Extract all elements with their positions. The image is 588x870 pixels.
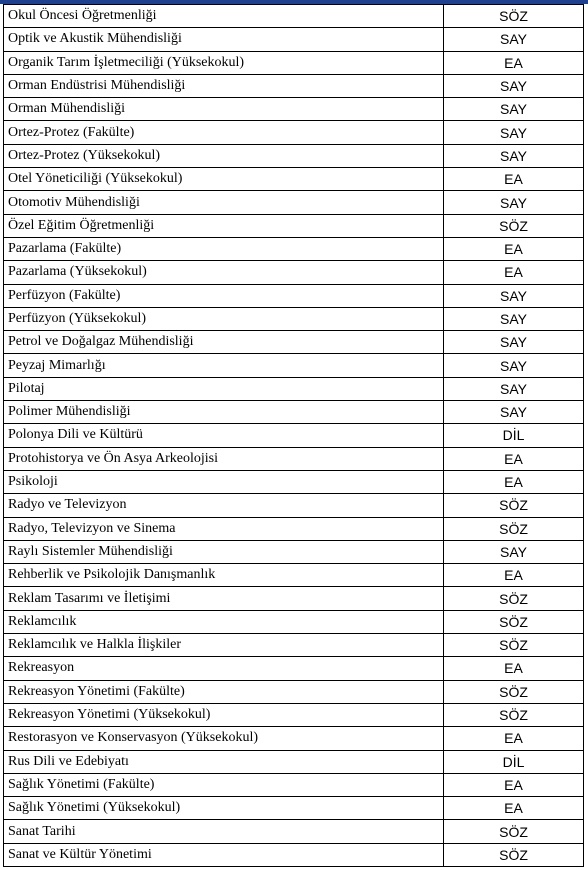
program-name-cell: Perfüzyon (Fakülte) — [4, 284, 444, 307]
program-name-cell: Sanat ve Kültür Yönetimi — [4, 843, 444, 866]
table-row — [4, 843, 584, 866]
table-row — [4, 773, 584, 796]
program-name-cell: Radyo ve Televizyon — [4, 494, 444, 517]
program-name-cell: Sanat Tarihi — [4, 820, 444, 843]
table-row — [4, 447, 584, 470]
score-type-cell: EA — [444, 657, 584, 680]
score-type-cell: EA — [444, 470, 584, 493]
score-type-cell: SÖZ — [444, 214, 584, 237]
program-table — [3, 4, 584, 867]
table-row — [4, 401, 584, 424]
score-type-cell: EA — [444, 168, 584, 191]
table-row — [4, 797, 584, 820]
score-type-cell: SAY — [444, 354, 584, 377]
program-name-cell: Ortez-Protez (Fakülte) — [4, 121, 444, 144]
program-score-type-sheet — [3, 4, 583, 867]
table-row — [4, 354, 584, 377]
table-row — [4, 634, 584, 657]
score-type-cell: SAY — [444, 144, 584, 167]
score-type-cell: SÖZ — [444, 610, 584, 633]
table-row — [4, 377, 584, 400]
score-type-cell: EA — [444, 773, 584, 796]
program-name-cell: Pazarlama (Fakülte) — [4, 237, 444, 260]
table-row — [4, 517, 584, 540]
score-type-cell: SAY — [444, 331, 584, 354]
score-type-cell: DİL — [444, 424, 584, 447]
table-row — [4, 703, 584, 726]
program-name-cell: Perfüzyon (Yüksekokul) — [4, 307, 444, 330]
program-name-cell: Sağlık Yönetimi (Yüksekokul) — [4, 797, 444, 820]
score-type-cell: SAY — [444, 284, 584, 307]
table-row — [4, 51, 584, 74]
score-type-cell: SÖZ — [444, 843, 584, 866]
program-table-body — [4, 5, 584, 867]
program-name-cell: Restorasyon ve Konservasyon (Yüksekokul) — [4, 727, 444, 750]
program-name-cell: Optik ve Akustik Mühendisliği — [4, 28, 444, 51]
score-type-cell: EA — [444, 564, 584, 587]
table-row — [4, 5, 584, 28]
table-row — [4, 237, 584, 260]
program-name-cell: Otel Yöneticiliği (Yüksekokul) — [4, 168, 444, 191]
program-name-cell: Protohistorya ve Ön Asya Arkeolojisi — [4, 447, 444, 470]
table-row — [4, 191, 584, 214]
score-type-cell: EA — [444, 261, 584, 284]
score-type-cell: EA — [444, 727, 584, 750]
program-name-cell: Rekreasyon — [4, 657, 444, 680]
program-name-cell: Petrol ve Doğalgaz Mühendisliği — [4, 331, 444, 354]
program-name-cell: Psikoloji — [4, 470, 444, 493]
score-type-cell: EA — [444, 237, 584, 260]
table-row — [4, 750, 584, 773]
score-type-cell: EA — [444, 797, 584, 820]
table-row — [4, 494, 584, 517]
table-row — [4, 284, 584, 307]
table-row — [4, 74, 584, 97]
program-name-cell: Polonya Dili ve Kültürü — [4, 424, 444, 447]
table-row — [4, 307, 584, 330]
program-name-cell: Orman Endüstrisi Mühendisliği — [4, 74, 444, 97]
program-name-cell: Ortez-Protez (Yüksekokul) — [4, 144, 444, 167]
table-row — [4, 331, 584, 354]
program-name-cell: Rekreasyon Yönetimi (Fakülte) — [4, 680, 444, 703]
table-row — [4, 98, 584, 121]
table-row — [4, 610, 584, 633]
table-row — [4, 657, 584, 680]
table-row — [4, 727, 584, 750]
table-row — [4, 214, 584, 237]
score-type-cell: SAY — [444, 74, 584, 97]
score-type-cell: SÖZ — [444, 680, 584, 703]
score-type-cell: SÖZ — [444, 587, 584, 610]
table-row — [4, 540, 584, 563]
program-name-cell: Otomotiv Mühendisliği — [4, 191, 444, 214]
table-row — [4, 424, 584, 447]
table-row — [4, 564, 584, 587]
score-type-cell: SÖZ — [444, 517, 584, 540]
program-name-cell: Peyzaj Mimarlığı — [4, 354, 444, 377]
score-type-cell: SAY — [444, 98, 584, 121]
table-row — [4, 261, 584, 284]
score-type-cell: SÖZ — [444, 5, 584, 28]
program-name-cell: Okul Öncesi Öğretmenliği — [4, 5, 444, 28]
program-name-cell: Reklamcılık — [4, 610, 444, 633]
score-type-cell: SAY — [444, 401, 584, 424]
table-row — [4, 168, 584, 191]
score-type-cell: EA — [444, 51, 584, 74]
table-row — [4, 28, 584, 51]
score-type-cell: SAY — [444, 191, 584, 214]
score-type-cell: SAY — [444, 121, 584, 144]
program-name-cell: Orman Mühendisliği — [4, 98, 444, 121]
table-row — [4, 121, 584, 144]
table-row — [4, 587, 584, 610]
table-row — [4, 820, 584, 843]
score-type-cell: EA — [444, 447, 584, 470]
program-name-cell: Sağlık Yönetimi (Fakülte) — [4, 773, 444, 796]
program-name-cell: Radyo, Televizyon ve Sinema — [4, 517, 444, 540]
score-type-cell: SAY — [444, 540, 584, 563]
score-type-cell: SÖZ — [444, 820, 584, 843]
score-type-cell: SÖZ — [444, 703, 584, 726]
score-type-cell: SÖZ — [444, 494, 584, 517]
program-name-cell: Rus Dili ve Edebiyatı — [4, 750, 444, 773]
program-name-cell: Raylı Sistemler Mühendisliği — [4, 540, 444, 563]
program-name-cell: Reklam Tasarımı ve İletişimi — [4, 587, 444, 610]
program-name-cell: Reklamcılık ve Halkla İlişkiler — [4, 634, 444, 657]
score-type-cell: SAY — [444, 377, 584, 400]
program-name-cell: Organik Tarım İşletmeciliği (Yüksekokul) — [4, 51, 444, 74]
program-name-cell: Polimer Mühendisliği — [4, 401, 444, 424]
score-type-cell: SAY — [444, 28, 584, 51]
program-name-cell: Rekreasyon Yönetimi (Yüksekokul) — [4, 703, 444, 726]
program-name-cell: Pilotaj — [4, 377, 444, 400]
program-name-cell: Özel Eğitim Öğretmenliği — [4, 214, 444, 237]
score-type-cell: SÖZ — [444, 634, 584, 657]
program-name-cell: Rehberlik ve Psikolojik Danışmanlık — [4, 564, 444, 587]
table-row — [4, 144, 584, 167]
program-name-cell: Pazarlama (Yüksekokul) — [4, 261, 444, 284]
score-type-cell: SAY — [444, 307, 584, 330]
table-row — [4, 470, 584, 493]
table-row — [4, 680, 584, 703]
score-type-cell: DİL — [444, 750, 584, 773]
